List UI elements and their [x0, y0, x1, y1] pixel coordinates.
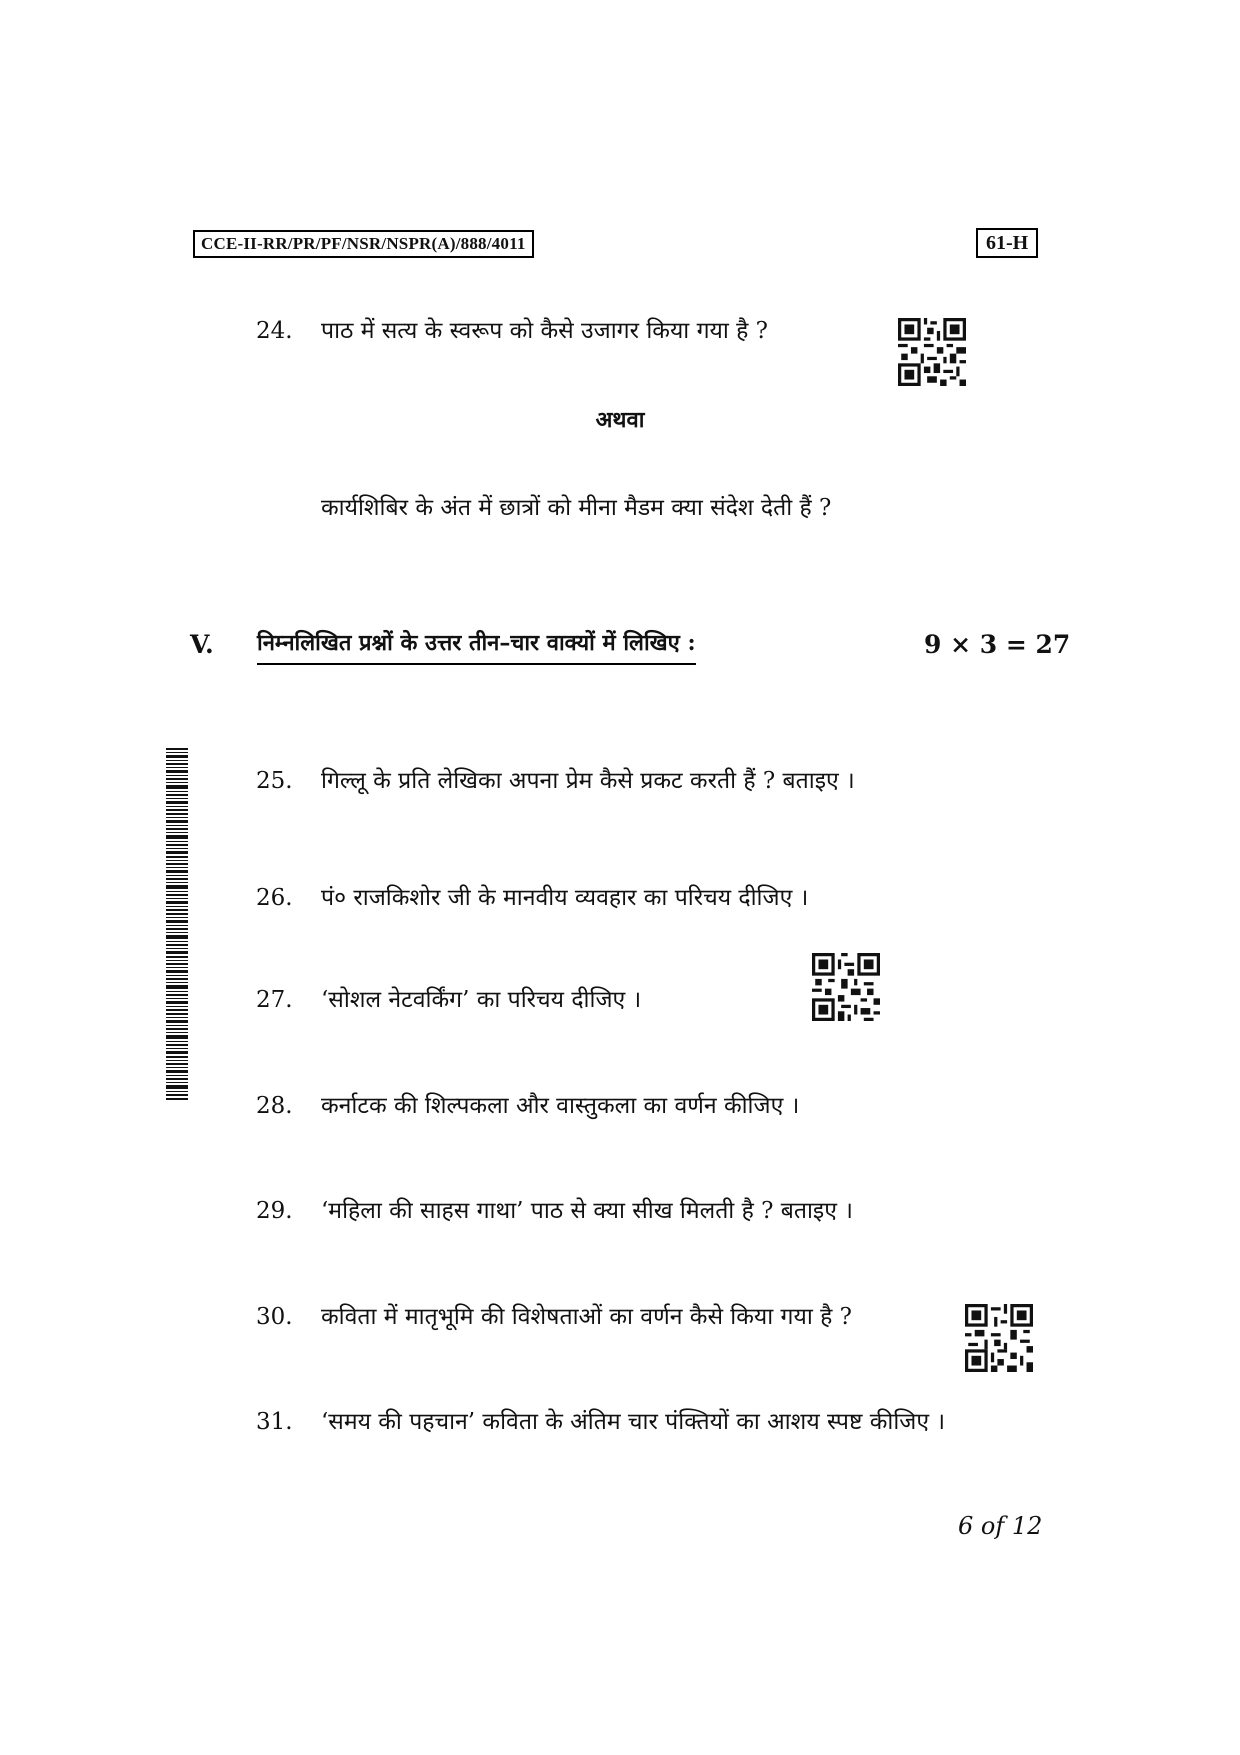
or-label: अथवा: [595, 407, 645, 433]
section-title: निम्नलिखित प्रश्नों के उत्तर तीन–चार वाक्यों में लिखिए :: [257, 627, 696, 665]
alternative-question-text: कार्यशिबिर के अंत में छात्रों को मीना मैडम क्या संदेश देती हैं ?: [321, 495, 832, 521]
question-30: [0, 1302, 1240, 1332]
barcode-icon: [166, 748, 188, 1100]
qr-code-icon: [965, 1304, 1033, 1372]
set-code: 61-H: [976, 228, 1038, 258]
question-number: 27.: [256, 987, 293, 1013]
question-text: ‘महिला की साहस गाथा’ पाठ से क्या सीख मिलती है ? बताइए ।: [321, 1198, 853, 1224]
question-text: ‘समय की पहचान’ कविता के अंतिम चार पंक्तियों का आशय स्पष्ट कीजिए ।: [321, 1409, 946, 1435]
question-text: कविता में मातृभूमि की विशेषताओं का वर्णन कैसे किया गया है ?: [321, 1304, 852, 1330]
paper-code: CCE-II-RR/PR/PF/NSR/NSPR(A)/888/4011: [193, 230, 534, 258]
question-27: [0, 985, 1240, 1015]
qr-code-icon: [812, 953, 880, 1021]
question-number: 29.: [256, 1198, 293, 1224]
question-number: 26.: [256, 885, 293, 911]
question-number: 28.: [256, 1093, 293, 1119]
question-text: पं० राजकिशोर जी के मानवीय व्यवहार का परिचय दीजिए ।: [321, 885, 809, 911]
question-29: [0, 1196, 1240, 1226]
question-number: 24.: [256, 318, 293, 344]
page-number: 6 of 12: [958, 1512, 1043, 1540]
question-28: [0, 1091, 1240, 1121]
question-26: [0, 883, 1240, 913]
question-text: गिल्लू के प्रति लेखिका अपना प्रेम कैसे प्रकट करती हैं ? बताइए ।: [321, 768, 855, 794]
question-31: [0, 1407, 1240, 1437]
question-number: 30.: [256, 1304, 293, 1330]
question-25: [0, 766, 1240, 796]
question-text: पाठ में सत्य के स्वरूप को कैसे उजागर किया गया है ?: [321, 318, 768, 344]
qr-code-icon: [898, 318, 966, 386]
section-marks: 9 × 3 = 27: [924, 630, 1071, 659]
question-text: कर्नाटक की शिल्पकला और वास्तुकला का वर्णन कीजिए ।: [321, 1093, 800, 1119]
section-number: V.: [190, 630, 214, 659]
question-number: 31.: [256, 1409, 293, 1435]
question-text: ‘सोशल नेटवर्किंग’ का परिचय दीजिए ।: [321, 987, 642, 1013]
question-number: 25.: [256, 768, 293, 794]
